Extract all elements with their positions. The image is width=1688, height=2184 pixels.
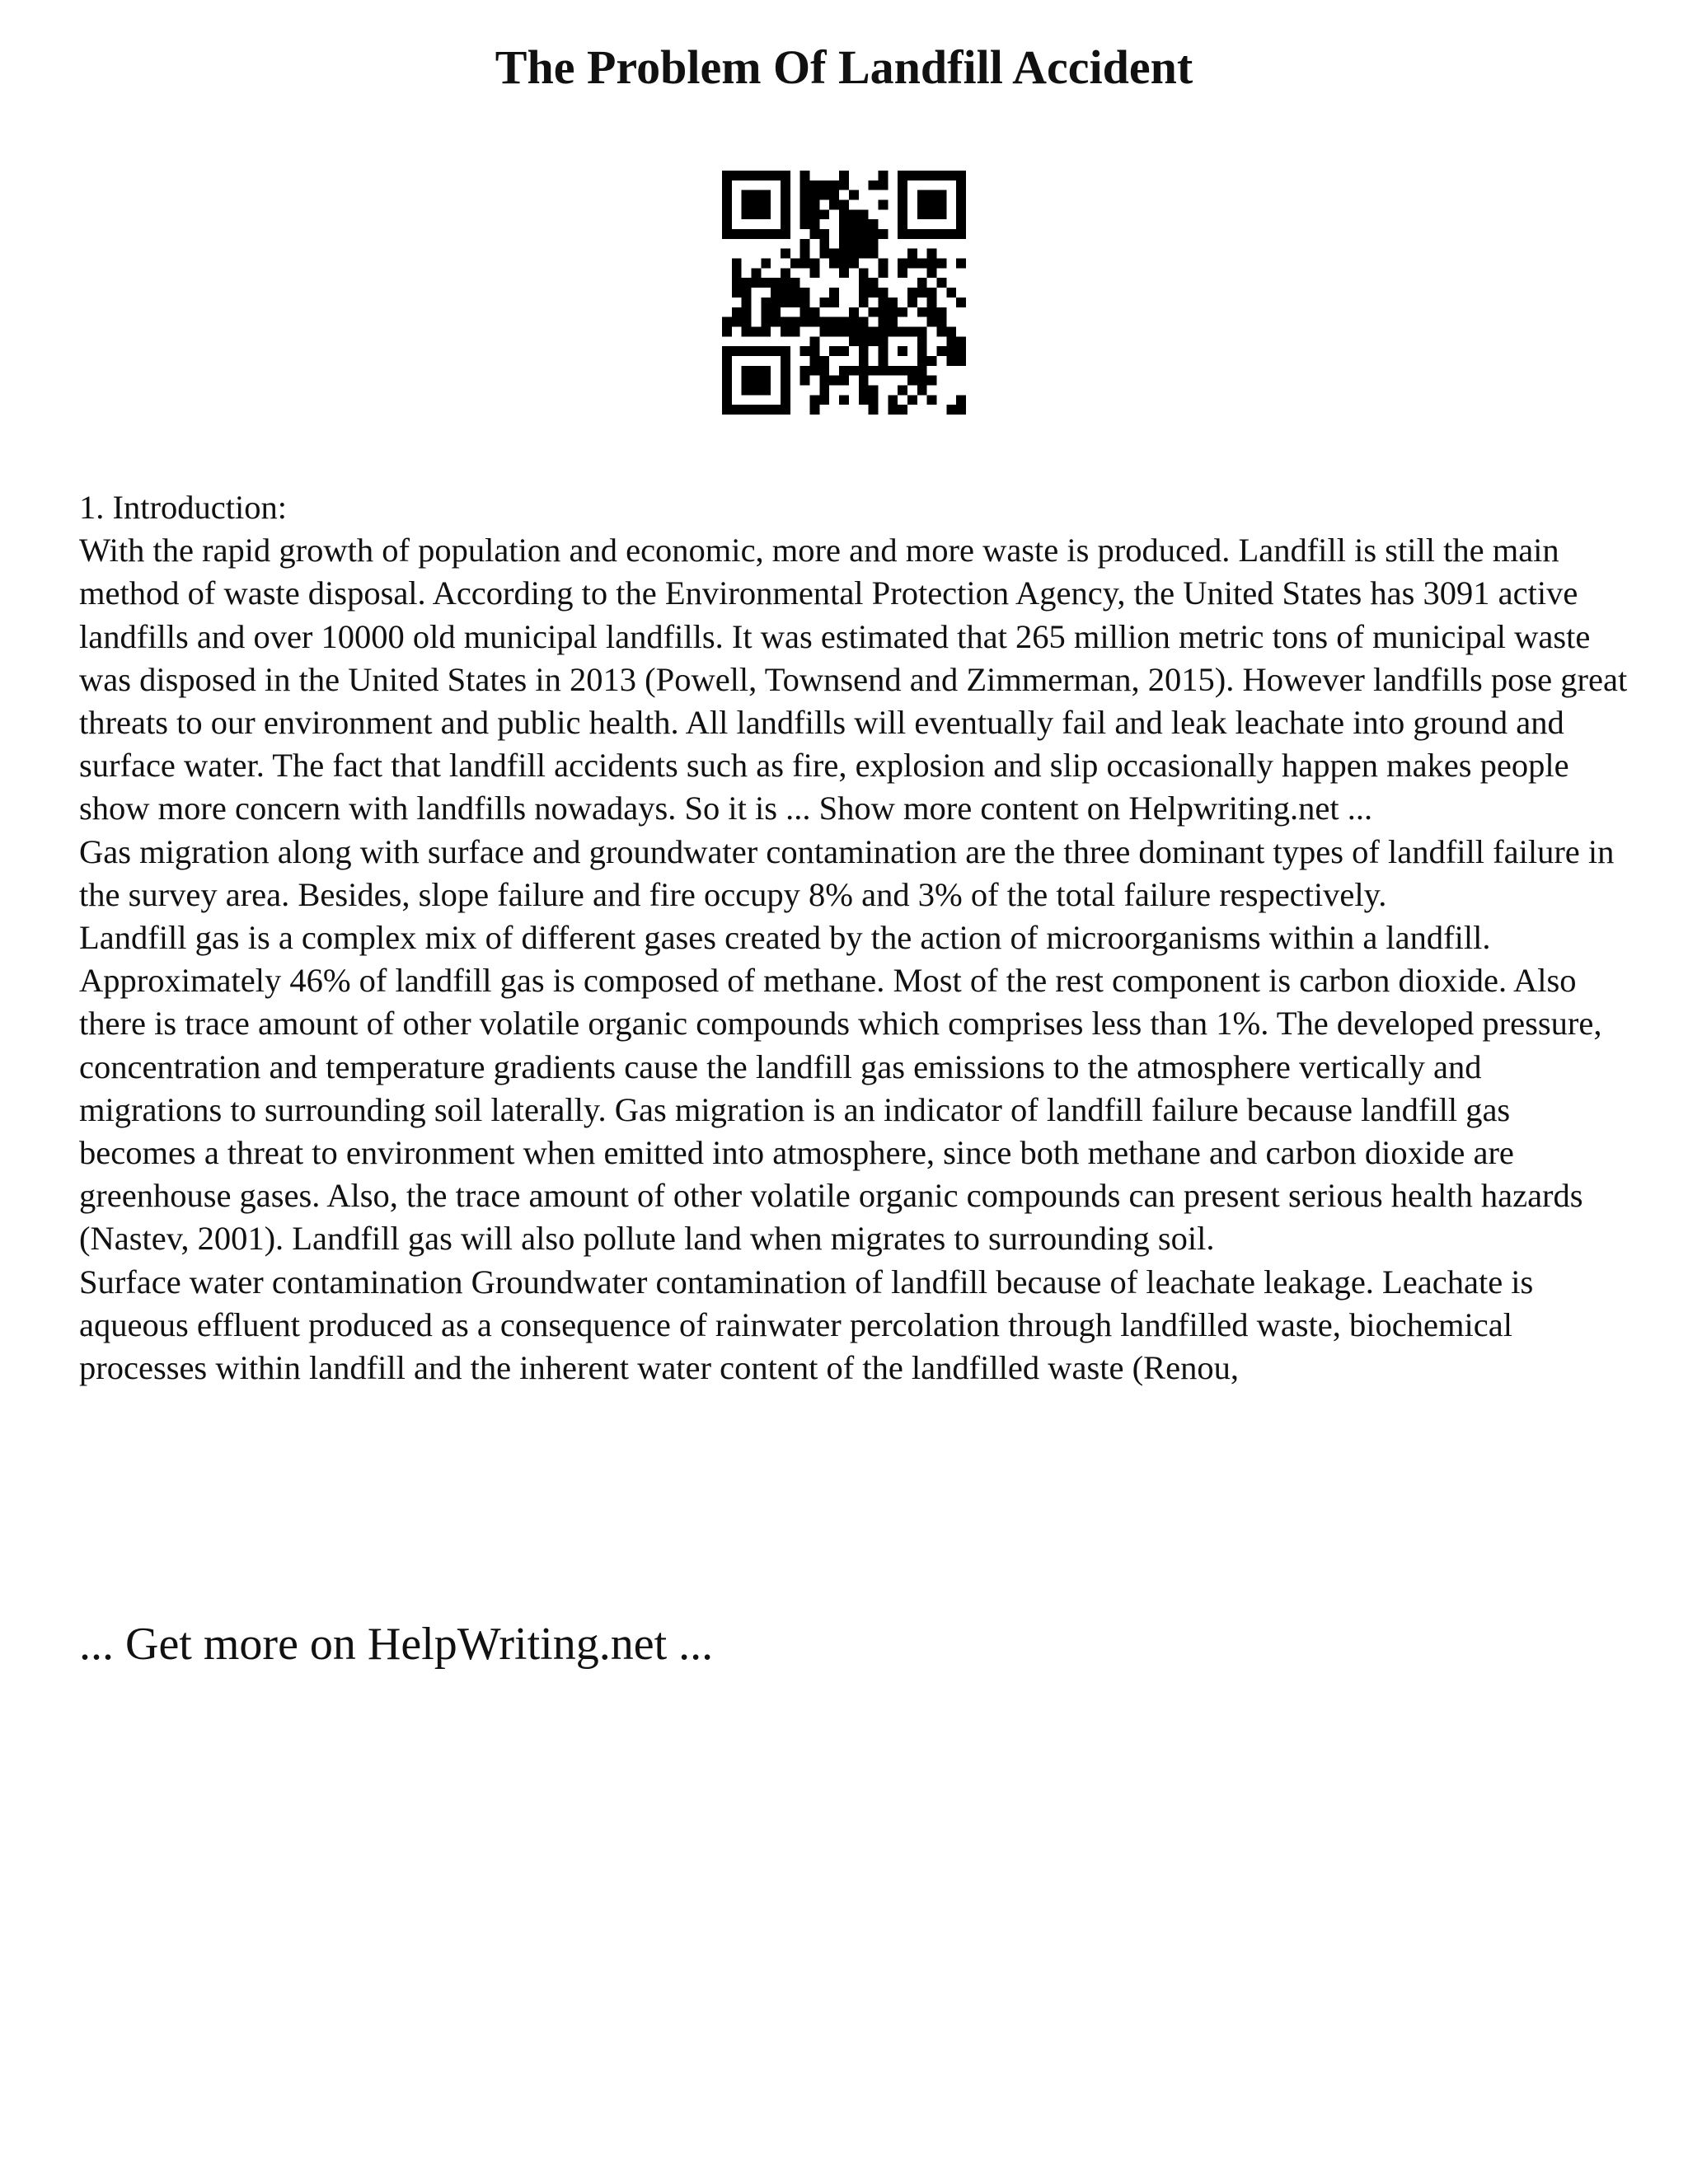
qr-code-graphic xyxy=(722,171,966,415)
section-heading: 1. Introduction: xyxy=(79,489,287,526)
paragraph: Surface water contamination Groundwater contamination of landfill because of leachate leakage. Leachate is aqueous effluent produced as a consequence of rainwater percolation through landfilled waste, biochemical processes within landfill and the inherent water content of the landfilled waste (Renou, xyxy=(79,1263,1534,1387)
paragraph: With the rapid growth of population and economic, more and more waste is produced. Landfill is still the main method of waste disposal. According to the Environmental Protection Agency, the United States has 3091 active landfills and over 10000 old municipal landfills. It was estimated that 265 million metric tons of municipal waste was disposed in the United States in 2013 (Powell, Townsend and Zimmerman, 2015). However landfills pose great threats to our environment and public health. All landfills will eventually fail and leak leachate into ground and surface water. The fact that landfill accidents such as fire, explosion and slip occasionally happen makes people show more concern with landfills nowadays. So it is ... Show more content on Helpwriting.net ... xyxy=(79,532,1628,827)
qr-code-icon xyxy=(722,171,966,415)
get-more-link[interactable]: ... Get more on HelpWriting.net ... xyxy=(79,1619,714,1670)
paragraph: Landfill gas is a complex mix of different gases created by the action of microorganisms within a landfill. Approximately 46% of landfill gas is composed of methane. Most of the rest component is carbon dioxide. Also there is trace amount of other volatile organic compounds which comprises less than 1%. The developed pressure, concentration and temperature gradients cause the landfill gas emissions to the atmosphere vertically and migrations to surrounding soil laterally. Gas migration is an indicator of landfill failure because landfill gas becomes a threat to environment when emitted into atmosphere, since both methane and carbon dioxide are greenhouse gases. Also, the trace amount of other volatile organic compounds can present serious health hazards (Nastev, 2001). Landfill gas will also pollute land when migrates to surrounding soil. xyxy=(79,919,1602,1258)
article-body xyxy=(79,486,1629,1390)
paragraph: Gas migration along with surface and groundwater contamination are the three dominant types of landfill failure in the survey area. Besides, slope failure and fire occupy 8% and 3% of the total failure respectively. xyxy=(79,832,1615,913)
page-title: The Problem Of Landfill Accident xyxy=(495,40,1193,94)
